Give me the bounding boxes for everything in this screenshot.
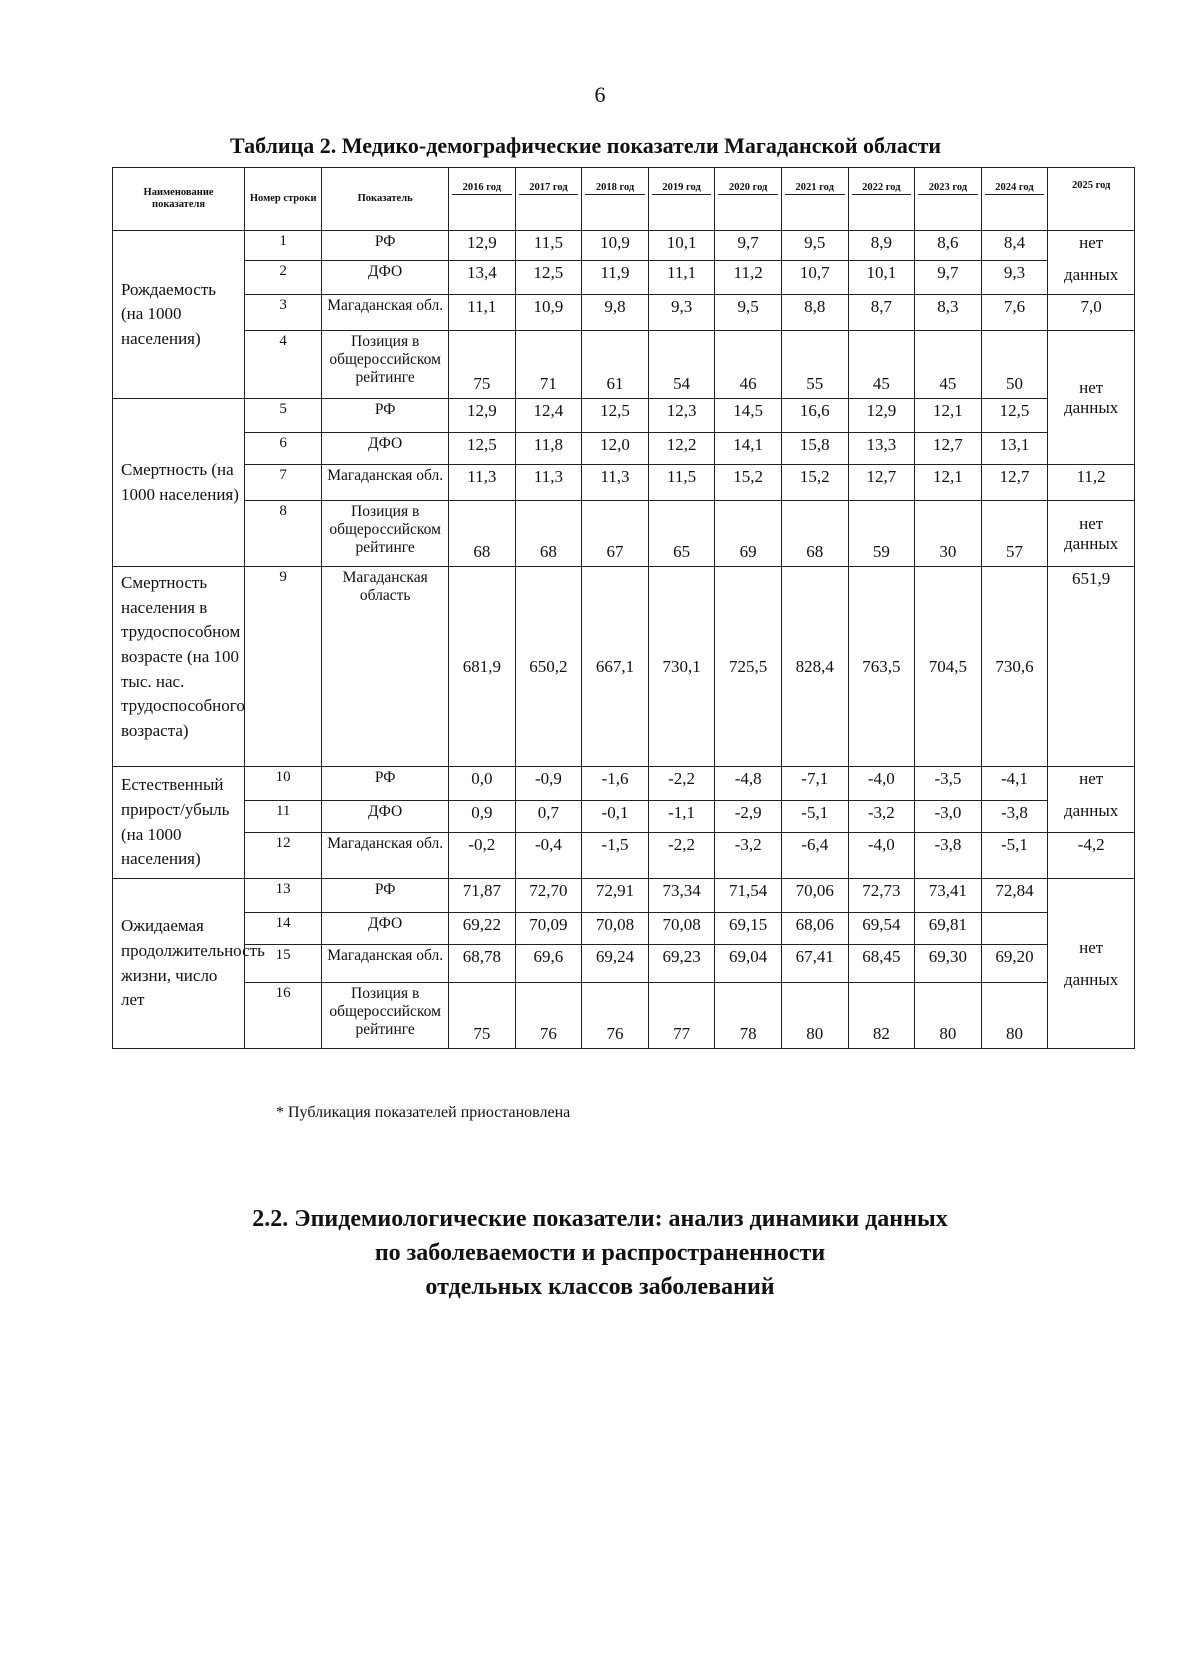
value-cell: 69,20 [981, 945, 1048, 983]
value-cell: -0,4 [515, 833, 582, 879]
indicator-label: ДФО [322, 261, 449, 295]
header-year: 2021 год [781, 168, 848, 231]
header-year: 2016 год [449, 168, 516, 231]
header-year: 2018 год [582, 168, 649, 231]
value-cell: 12,5 [981, 399, 1048, 433]
table-row [113, 913, 1135, 945]
row-number: 9 [245, 567, 322, 767]
table-row [113, 331, 1135, 399]
value-cell: 13,3 [848, 433, 915, 465]
indicator-label: Магаданская обл. [322, 833, 449, 879]
value-cell: 69,15 [715, 913, 782, 945]
indicator-group-name: Смертность (на 1000 населения) [113, 399, 245, 567]
indicator-label: ДФО [322, 913, 449, 945]
value-cell: 72,73 [848, 879, 915, 913]
value-cell: 15,8 [781, 433, 848, 465]
value-cell: 45 [848, 331, 915, 399]
value-cell: -4,0 [848, 833, 915, 879]
value-cell: 69,54 [848, 913, 915, 945]
value-2025-text: данных [1063, 800, 1119, 820]
value-cell: -0,2 [449, 833, 516, 879]
value-cell: 76 [582, 983, 649, 1049]
value-2025-text: данных [1063, 969, 1119, 989]
value-2025-cell [1048, 501, 1135, 567]
table-row [113, 433, 1135, 465]
value-2025-text: 7,0 [1080, 297, 1102, 316]
value-cell: -2,2 [648, 767, 715, 801]
indicator-label: Магаданская обл. [322, 295, 449, 331]
indicator-label: ДФО [322, 801, 449, 833]
value-cell: 69,81 [915, 913, 982, 945]
indicator-label: Магаданская обл. [322, 465, 449, 501]
value-cell: 12,1 [915, 399, 982, 433]
value-cell: 69,30 [915, 945, 982, 983]
row-number: 14 [245, 913, 322, 945]
value-cell: 68 [781, 501, 848, 567]
value-cell: 70,06 [781, 879, 848, 913]
header-year: 2017 год [515, 168, 582, 231]
value-cell: 14,1 [715, 433, 782, 465]
value-cell: 11,1 [648, 261, 715, 295]
table-row [113, 501, 1135, 567]
value-2025-text: данных [1063, 264, 1119, 284]
value-cell: 68,45 [848, 945, 915, 983]
section-title-line: 2.2. Эпидемиологические показатели: анализ динамики данных [252, 1206, 948, 1232]
table-row [113, 983, 1135, 1049]
value-2025-text: 11,2 [1076, 467, 1106, 486]
value-cell: -3,5 [915, 767, 982, 801]
indicator-label: Позиция в общероссийском рейтинге [322, 501, 449, 567]
value-cell: 15,2 [781, 465, 848, 501]
value-cell: 71,87 [449, 879, 516, 913]
value-2025-text: нет [1079, 937, 1104, 957]
value-cell: 12,4 [515, 399, 582, 433]
value-cell: 68,78 [449, 945, 516, 983]
value-cell: -5,1 [981, 833, 1048, 879]
value-cell: 68 [515, 501, 582, 567]
value-cell: 59 [848, 501, 915, 567]
value-cell: 82 [848, 983, 915, 1049]
value-cell: 12,7 [981, 465, 1048, 501]
value-2025-cell [1048, 331, 1135, 465]
value-cell: 10,1 [848, 261, 915, 295]
value-cell: -2,2 [648, 833, 715, 879]
table-title: Таблица 2. Медико-демографические показатели Магаданской области [230, 133, 942, 158]
value-cell: 50 [981, 331, 1048, 399]
value-cell: 10,9 [582, 231, 649, 261]
value-cell: 9,3 [648, 295, 715, 331]
header-name: Наименование показателя [113, 168, 245, 231]
section-title-line: отдельных классов заболеваний [425, 1274, 775, 1300]
table-row [113, 465, 1135, 501]
value-cell: 69,22 [449, 913, 516, 945]
value-cell: -0,1 [582, 801, 649, 833]
value-cell: 8,3 [915, 295, 982, 331]
value-cell: -1,1 [648, 801, 715, 833]
value-cell: 54 [648, 331, 715, 399]
value-cell: 80 [981, 983, 1048, 1049]
table-row [113, 879, 1135, 913]
value-2025-text: 651,9 [1072, 569, 1111, 588]
value-cell: -4,0 [848, 767, 915, 801]
value-cell: 0,7 [515, 801, 582, 833]
table-row [113, 833, 1135, 879]
value-2025-cell [1048, 567, 1135, 767]
value-cell: 11,8 [515, 433, 582, 465]
header-year: 2020 год [715, 168, 782, 231]
indicator-label: Позиция в общероссийском рейтинге [322, 983, 449, 1049]
value-2025-text: нет данных [1063, 513, 1119, 553]
table-row [113, 945, 1135, 983]
value-cell: 73,34 [648, 879, 715, 913]
value-2025-cell [1048, 231, 1135, 295]
value-cell: 69,23 [648, 945, 715, 983]
value-cell: 55 [781, 331, 848, 399]
value-cell: 70,08 [582, 913, 649, 945]
table-row [113, 567, 1135, 767]
value-cell: -7,1 [781, 767, 848, 801]
value-cell: 71 [515, 331, 582, 399]
value-cell: 75 [449, 331, 516, 399]
table-row [113, 295, 1135, 331]
value-cell: -3,2 [848, 801, 915, 833]
value-2025-cell [1048, 465, 1135, 501]
value-cell: 70,08 [648, 913, 715, 945]
value-cell: 8,6 [915, 231, 982, 261]
indicator-label: РФ [322, 767, 449, 801]
header-year-2025: 2025 год [1048, 168, 1135, 231]
indicator-label: Магаданская обл. [322, 945, 449, 983]
value-cell: 9,5 [715, 295, 782, 331]
page-number: 6 [594, 82, 606, 107]
row-number: 1 [245, 231, 322, 261]
value-cell: -1,5 [582, 833, 649, 879]
header-year: 2022 год [848, 168, 915, 231]
value-cell: -6,4 [781, 833, 848, 879]
value-cell: -4,8 [715, 767, 782, 801]
value-cell: 730,6 [981, 567, 1048, 767]
value-cell: 45 [915, 331, 982, 399]
indicator-label: Позиция в общероссийском рейтинге [322, 331, 449, 399]
value-2025-cell [1048, 833, 1135, 879]
value-cell: 73,41 [915, 879, 982, 913]
value-cell: 8,4 [981, 231, 1048, 261]
row-number: 7 [245, 465, 322, 501]
value-cell: 80 [781, 983, 848, 1049]
value-cell: 10,7 [781, 261, 848, 295]
value-cell: 9,7 [915, 261, 982, 295]
value-cell: -3,0 [915, 801, 982, 833]
demographics-table [112, 167, 1135, 1049]
value-cell: 9,3 [981, 261, 1048, 295]
table-row [113, 231, 1135, 261]
value-cell: 67 [582, 501, 649, 567]
value-cell: 9,5 [781, 231, 848, 261]
row-number: 6 [245, 433, 322, 465]
table-row [113, 767, 1135, 801]
value-cell: 77 [648, 983, 715, 1049]
value-cell: 67,41 [781, 945, 848, 983]
header-row [113, 168, 1135, 231]
value-cell: -5,1 [781, 801, 848, 833]
value-cell: 65 [648, 501, 715, 567]
row-number: 4 [245, 331, 322, 399]
indicator-label: РФ [322, 879, 449, 913]
indicator-group-name: Ожидаемая продолжительность жизни, число лет [113, 879, 245, 1049]
value-cell: 12,0 [582, 433, 649, 465]
value-cell: 12,9 [449, 399, 516, 433]
value-cell: 72,84 [981, 879, 1048, 913]
value-cell: 11,2 [715, 261, 782, 295]
value-cell: 12,2 [648, 433, 715, 465]
row-number: 10 [245, 767, 322, 801]
value-2025-text: нет [1079, 233, 1104, 252]
value-cell: 30 [915, 501, 982, 567]
value-cell: 667,1 [582, 567, 649, 767]
value-cell: 9,8 [582, 295, 649, 331]
indicator-label: ДФО [322, 433, 449, 465]
value-cell: 69 [715, 501, 782, 567]
value-2025-text: нет [1079, 769, 1104, 788]
row-number: 8 [245, 501, 322, 567]
row-number: 16 [245, 983, 322, 1049]
value-cell: 9,7 [715, 231, 782, 261]
header-row-number: Номер строки [245, 168, 322, 231]
value-2025-text: -4,2 [1077, 835, 1105, 854]
value-cell: 10,9 [515, 295, 582, 331]
value-cell: -1,6 [582, 767, 649, 801]
value-cell: 12,1 [915, 465, 982, 501]
value-cell: -3,8 [915, 833, 982, 879]
value-cell: 72,91 [582, 879, 649, 913]
value-cell: 12,3 [648, 399, 715, 433]
value-cell: 75 [449, 983, 516, 1049]
indicator-group-name: Естественный прирост/убыль (на 1000 населения) [113, 767, 245, 879]
indicator-group-name: Смертность населения в трудоспособном возрасте (на 100 тыс. нас. трудоспособного возраста) [113, 567, 245, 767]
value-cell: 70,09 [515, 913, 582, 945]
value-cell: 0,0 [449, 767, 516, 801]
row-number: 3 [245, 295, 322, 331]
row-number: 13 [245, 879, 322, 913]
value-cell: 8,8 [781, 295, 848, 331]
value-cell: 78 [715, 983, 782, 1049]
value-cell: 69,6 [515, 945, 582, 983]
header-indicator: Показатель [322, 168, 449, 231]
row-number: 15 [245, 945, 322, 983]
value-2025-cell [1048, 879, 1135, 1049]
value-cell: 69,04 [715, 945, 782, 983]
row-number: 5 [245, 399, 322, 433]
value-cell: 681,9 [449, 567, 516, 767]
value-cell: 763,5 [848, 567, 915, 767]
value-cell: 650,2 [515, 567, 582, 767]
value-cell: -4,1 [981, 767, 1048, 801]
row-number: 2 [245, 261, 322, 295]
value-cell: 11,3 [449, 465, 516, 501]
value-cell: 11,3 [515, 465, 582, 501]
value-cell: 12,7 [915, 433, 982, 465]
value-cell: 72,70 [515, 879, 582, 913]
value-cell: 15,2 [715, 465, 782, 501]
value-cell: 46 [715, 331, 782, 399]
value-cell: 80 [915, 983, 982, 1049]
header-year: 2019 год [648, 168, 715, 231]
value-cell: 704,5 [915, 567, 982, 767]
value-cell: 11,9 [582, 261, 649, 295]
value-cell: 11,1 [449, 295, 516, 331]
value-cell: 10,1 [648, 231, 715, 261]
header-year: 2023 год [915, 168, 982, 231]
value-cell: 76 [515, 983, 582, 1049]
value-cell: 828,4 [781, 567, 848, 767]
indicator-group-name: Рождаемость (на 1000 населения) [113, 231, 245, 399]
table-row [113, 801, 1135, 833]
value-cell: 69,24 [582, 945, 649, 983]
value-cell: 12,5 [449, 433, 516, 465]
value-cell: -0,9 [515, 767, 582, 801]
value-cell: 7,6 [981, 295, 1048, 331]
indicator-label: РФ [322, 231, 449, 261]
value-cell: 13,4 [449, 261, 516, 295]
value-cell: 8,9 [848, 231, 915, 261]
value-cell: 16,6 [781, 399, 848, 433]
footnote: * Публикация показателей приостановлена [276, 1104, 571, 1121]
value-2025-text: нет данных [1063, 377, 1119, 417]
value-2025-cell [1048, 767, 1135, 833]
value-cell: 11,5 [515, 231, 582, 261]
value-cell: 730,1 [648, 567, 715, 767]
section-title [0, 1202, 1200, 1304]
value-cell: 725,5 [715, 567, 782, 767]
value-cell: 11,3 [582, 465, 649, 501]
value-cell: 12,5 [582, 399, 649, 433]
value-cell: 61 [582, 331, 649, 399]
value-cell: 12,7 [848, 465, 915, 501]
indicator-label: РФ [322, 399, 449, 433]
value-cell: -3,2 [715, 833, 782, 879]
value-cell: 12,9 [449, 231, 516, 261]
value-cell: 12,9 [848, 399, 915, 433]
value-cell: 14,5 [715, 399, 782, 433]
table-row [113, 261, 1135, 295]
table-row [113, 399, 1135, 433]
value-cell: -3,8 [981, 801, 1048, 833]
value-2025-cell [1048, 295, 1135, 331]
indicator-label: Магаданская область [322, 567, 449, 767]
value-cell: 11,5 [648, 465, 715, 501]
row-number: 12 [245, 833, 322, 879]
value-cell: 0,9 [449, 801, 516, 833]
row-number: 11 [245, 801, 322, 833]
section-title-line: по заболеваемости и распространенности [374, 1240, 826, 1266]
value-cell: 8,7 [848, 295, 915, 331]
value-cell: 12,5 [515, 261, 582, 295]
value-cell: 71,54 [715, 879, 782, 913]
header-year: 2024 год [981, 168, 1048, 231]
value-cell [981, 913, 1048, 945]
value-cell: 68 [449, 501, 516, 567]
value-cell: -2,9 [715, 801, 782, 833]
value-cell: 68,06 [781, 913, 848, 945]
value-cell: 57 [981, 501, 1048, 567]
value-cell: 13,1 [981, 433, 1048, 465]
